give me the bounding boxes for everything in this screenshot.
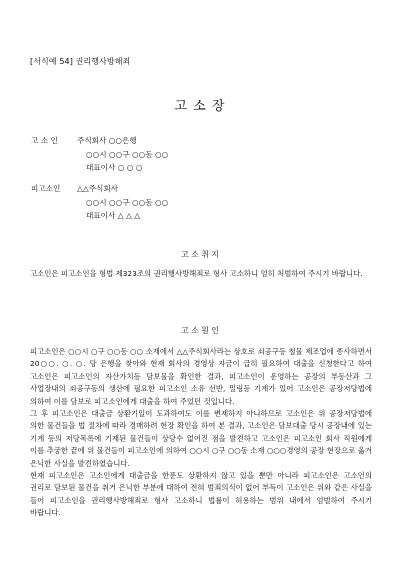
reason-heading: 고 소 원 인 [181, 326, 219, 335]
document-title: 고 소 장 [174, 99, 226, 114]
accused-role: 피고소인 [31, 184, 61, 193]
complainant-name: 주식회사 ○○은행 [77, 136, 137, 145]
accused-address: ○○시 ○○구 ○○동 ○○ [86, 197, 169, 207]
form-label: [서식예 54] 권리행사방해죄 [30, 57, 131, 66]
purpose-heading: 고 소 취 지 [181, 250, 219, 259]
reason-paragraph: 피고소인은 ○○시 ○구 ○○동 ○○ 소재에서 △△주식회사라는 상호로 쇠공구등 철물 제조업에 종사하면서 20○○. ○. ○. 당 은행을 찾아와 현재 회사의 경영상 자금이 급히 필요하여 대출을 신청한다고 하여 고소인은 피고소인의 자산가치등 담보물을 확인한 결과, 피고소인이 운영하는 공장의 부동산과 그 사업장내의 쇠공구등의 생산에 필요한 피고소인 소유 선반, 밀링등 기계가 있어 고소인은 공장저당법에 의하여 이를 담보로 피고소인에게 대출을 하여 주었던 것입니다. [30, 347, 372, 406]
complainant-detail [77, 134, 168, 175]
complainant-address: ○○시 ○○구 ○○동 ○○ [86, 149, 169, 159]
purpose-text: 고소인은 피고소인을 형법 제323조의 권리행사방해죄로 형사 고소하니 엄히 처벌하여 주시기 바랍니다. [30, 269, 363, 278]
accused-detail [77, 182, 168, 223]
complainant-role: 고 소 인 [31, 136, 58, 145]
complainant-representative: 대표이사 ○ ○ ○ [86, 163, 143, 172]
reason-paragraph: 그 후 피고소인은 대출금 상환기일이 도과하여도 이를 변제하지 아니하므로 고소인은 위 공장저당법에 의한 물건들을 법 절차에 따라 경매하려 현장 확인을 하여 본 결과, 고소인은 담보대출 당시 공장내에 있는 기계 등의 저당목록에 기재된 물건들이 상당수 없어진 점을 발견하고 고소인은 피고소인 회사 직원에게 이를 추궁한 끝에 위 물건들이 피고소인에 의하여 ○○시 ○구 ○○동 소재 ○○○경영의 공장 현장으로 옮겨 은닉한 사실을 발견하였습니다. [30, 409, 372, 468]
accused-name: △△주식회사 [77, 184, 119, 193]
reason-body [30, 346, 372, 520]
accused-representative: 대표이사 △ △ △ [86, 211, 141, 220]
reason-paragraph: 현재 피고소인은 고소인에게 대출금을 한푼도 상환하지 않고 있을 뿐만 아니라 피고소인은 고소인의 권리로 담보된 물건을 취거 은닉한 부분에 대하여 전혀 범죄의식이 없어 부득이 고소인은 위와 같은 사실을 들어 피고소인을 권리행사방해죄로 형사 고소하니 법률이 허용하는 범위 내에서 엄벌하여 주시기 바랍니다. [30, 471, 372, 518]
